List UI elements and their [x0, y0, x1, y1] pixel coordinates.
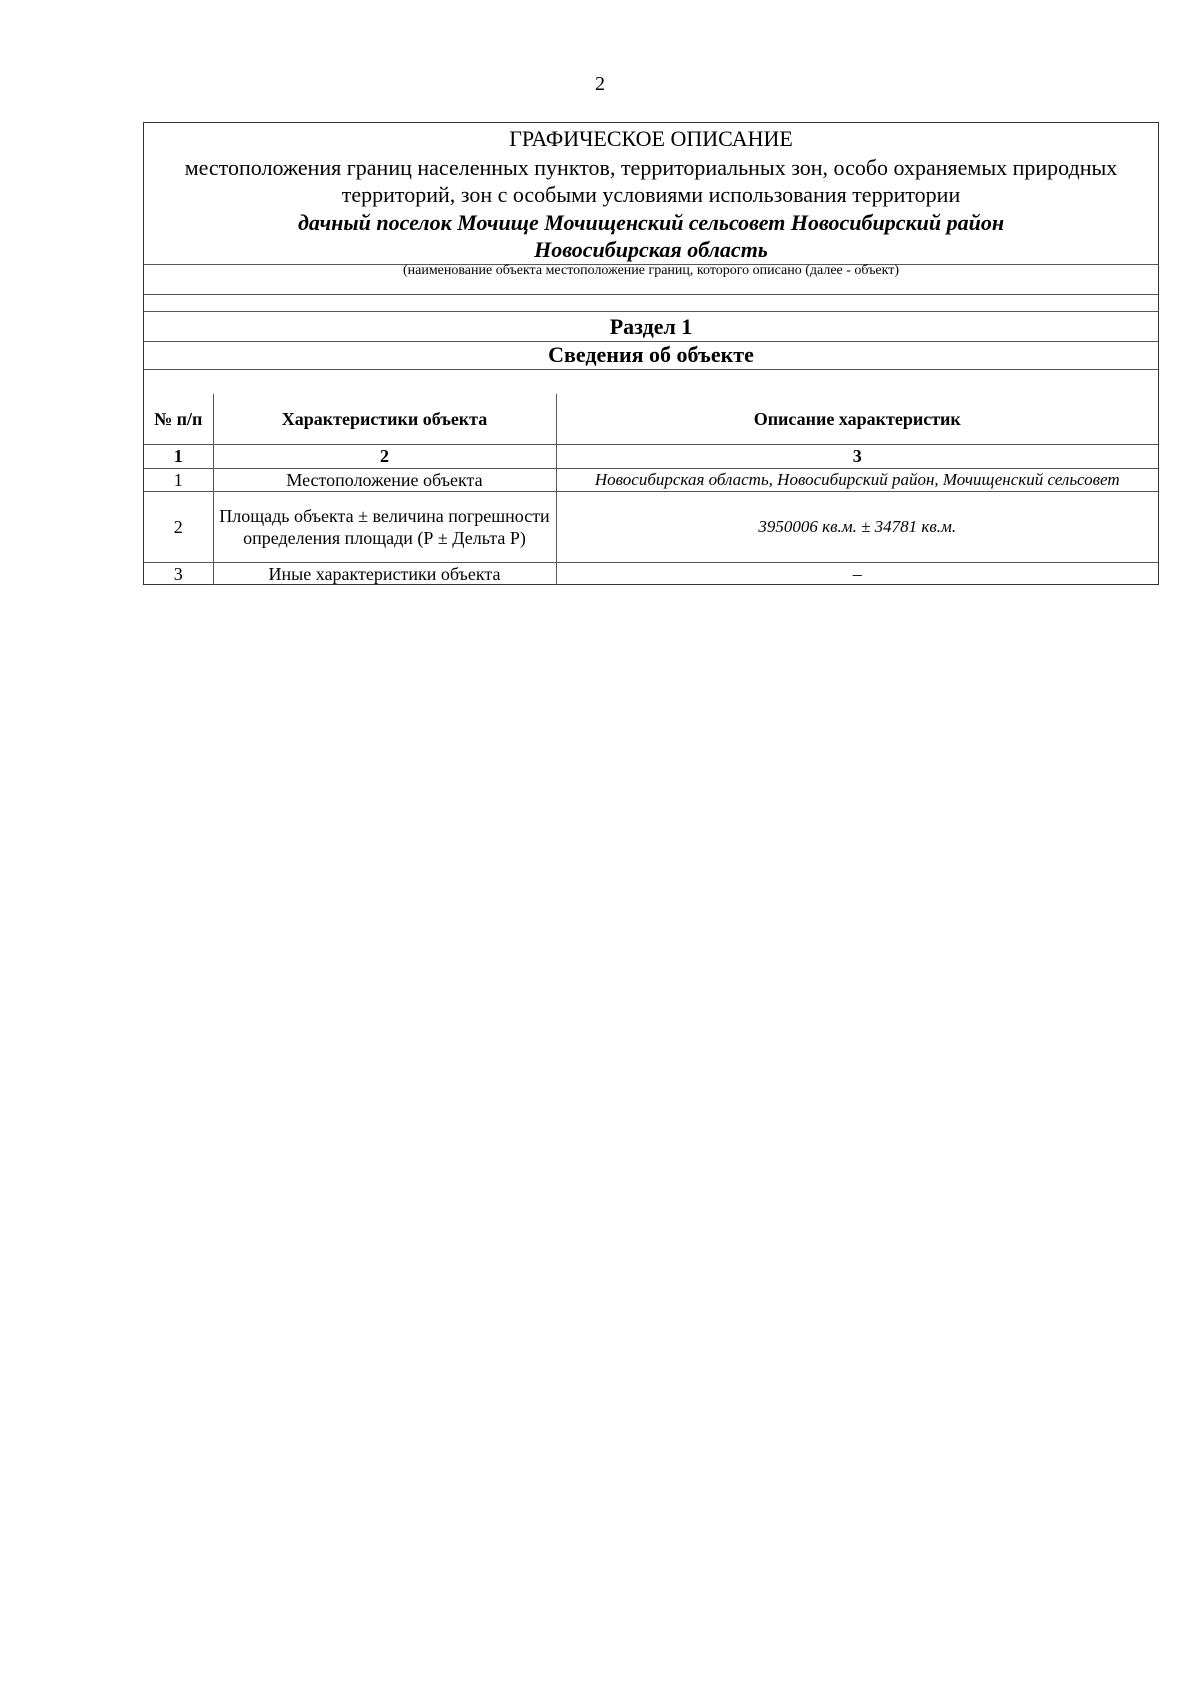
column-number-row [144, 444, 1158, 468]
section-number: Раздел 1 [609, 314, 693, 339]
document-subtitle: местоположения границ населенных пунктов, территориальных зон, особо охраняемых природных территорий, зон с особыми условиями использования территории [184, 155, 1118, 207]
divider [144, 369, 1158, 370]
object-name [144, 209, 1158, 263]
table-row [144, 468, 1158, 491]
section-title: Сведения об объекте [548, 342, 754, 367]
row-characteristic: Площадь объекта ± величина погрешности определения площади (Р ± Дельта Р) [213, 491, 556, 562]
row-number: 2 [144, 491, 213, 562]
header-number: № п/п [144, 394, 213, 444]
table-row [144, 562, 1158, 585]
document-title: ГРАФИЧЕСКОЕ ОПИСАНИЕ [509, 126, 793, 151]
object-name-line1: дачный поселок Мочище Мочищенский сельсовет Новосибирский район [297, 210, 1005, 235]
row-description: Новосибирская область, Новосибирский район, Мочищенский сельсовет [556, 468, 1158, 491]
divider [144, 311, 1158, 312]
row-description: – [556, 562, 1158, 585]
document-frame [143, 122, 1159, 585]
header-characteristic: Характеристики объекта [213, 394, 556, 444]
row-number: 3 [144, 562, 213, 585]
column-number: 3 [556, 444, 1158, 468]
table-row [144, 491, 1158, 562]
row-characteristic: Местоположение объекта [213, 468, 556, 491]
divider [144, 294, 1158, 295]
object-name-caption: (наименование объекта местоположение границ, которого описано (далее - объект) [402, 263, 900, 278]
row-characteristic: Иные характеристики объекта [213, 562, 556, 585]
object-properties-table [144, 394, 1158, 585]
table-header-row [144, 394, 1158, 444]
column-number: 1 [144, 444, 213, 468]
row-description: 3950006 кв.м. ± 34781 кв.м. [556, 491, 1158, 562]
header-description: Описание характеристик [556, 394, 1158, 444]
object-name-line2: Новосибирская область [534, 237, 768, 262]
column-number: 2 [213, 444, 556, 468]
row-number: 1 [144, 468, 213, 491]
page-number: 2 [595, 73, 605, 95]
